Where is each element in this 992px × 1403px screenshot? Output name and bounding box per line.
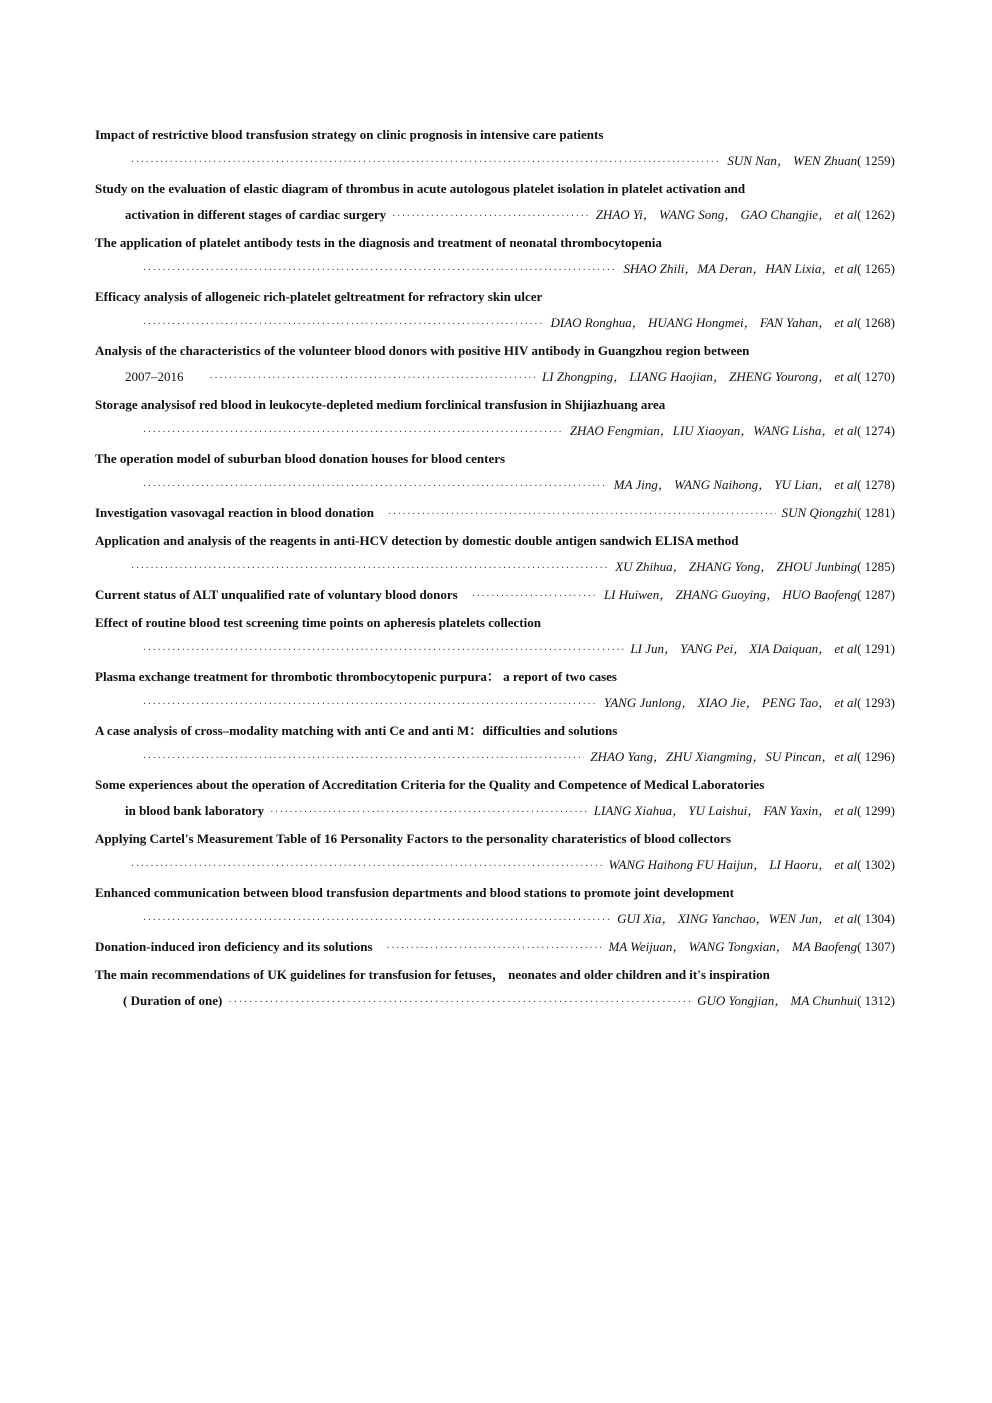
dot-leader xyxy=(392,204,590,230)
entry-title: Investigation vasovagal reaction in blood donation xyxy=(95,505,374,520)
entry-authors: YANG Junlong， XIAO Jie， PENG Tao， et al xyxy=(603,695,858,710)
entry-title: Application and analysis of the reagents in anti-HCV detection by domestic double antigen sandwich ELISA method xyxy=(95,533,739,548)
entry-page: ( 1268) xyxy=(857,315,895,330)
entry-authors: GUI Xia， XING Yanchao，WEN Jun， et al xyxy=(617,911,858,926)
dot-leader xyxy=(143,258,617,284)
toc-entry xyxy=(95,230,895,284)
toc-entry xyxy=(95,284,895,338)
dot-leader xyxy=(143,746,584,772)
entry-title: Impact of restrictive blood transfusion strategy on clinic prognosis in intensive care patients xyxy=(95,127,604,142)
entry-byline xyxy=(95,906,895,934)
entry-byline xyxy=(95,744,895,772)
entry-authors: ZHAO Yi， WANG Song， GAO Changjie， et al xyxy=(595,207,858,222)
entry-title: Current status of ALT unqualified rate of voluntary blood donors xyxy=(95,587,458,602)
entry-page: ( 1285) xyxy=(857,559,895,574)
entry-authors: MA Weijuan， WANG Tongxian， MA Baofeng xyxy=(608,939,858,954)
toc-entry xyxy=(95,528,895,582)
entry-title: Donation-induced iron deficiency and its solutions xyxy=(95,939,373,954)
entry-byline xyxy=(95,554,895,582)
dot-leader xyxy=(143,692,598,718)
entry-page: ( 1265) xyxy=(857,261,895,276)
entry-page: ( 1270) xyxy=(857,369,895,384)
entry-byline xyxy=(95,472,895,500)
entry-page: ( 1299) xyxy=(857,803,895,818)
entry-title: Storage analysisof red blood in leukocyte-depleted medium forclinical transfusion in Shijiazhuang area xyxy=(95,397,666,412)
entry-page: ( 1262) xyxy=(857,207,895,222)
entry-byline xyxy=(95,310,895,338)
toc-entry xyxy=(95,500,895,528)
entry-title: Analysis of the characteristics of the volunteer blood donors with positive HIV antibody in Guangzhou region between xyxy=(95,343,750,358)
entry-title: Applying Cartel's Measurement Table of 16 Personality Factors to the personality charateristics of blood collectors xyxy=(95,831,731,846)
entry-authors: LI Huiwen， ZHANG Guoying， HUO Baofeng xyxy=(603,587,858,602)
dot-leader xyxy=(143,312,544,338)
entry-title: A case analysis of cross–modality matching with anti Ce and anti M：difficulties and solutions xyxy=(95,723,618,738)
dot-leader xyxy=(210,366,537,392)
dot-leader xyxy=(143,638,624,664)
toc-entry xyxy=(95,718,895,772)
dot-leader xyxy=(143,420,564,446)
toc-entry xyxy=(95,664,895,718)
entry-authors: GUO Yongjian， MA Chunhui xyxy=(697,993,858,1008)
entry-line xyxy=(95,500,895,528)
dot-leader xyxy=(143,474,608,500)
toc-entry xyxy=(95,962,895,1015)
dot-leader xyxy=(270,800,588,826)
entry-line xyxy=(95,582,895,610)
entry-authors: DIAO Ronghua， HUANG Hongmei， FAN Yahan， et al xyxy=(550,315,858,330)
entry-title: Some experiences about the operation of Accreditation Criteria for the Quality and Competence of Medical Laboratories xyxy=(95,777,765,792)
entry-page: ( 1291) xyxy=(857,641,895,656)
dot-leader xyxy=(131,854,602,880)
toc-entry xyxy=(95,176,895,230)
entry-byline xyxy=(95,202,895,230)
entry-byline xyxy=(95,798,895,826)
entry-authors: LIANG Xiahua， YU Laishui， FAN Yaxin， et al xyxy=(593,803,858,818)
entry-byline xyxy=(95,690,895,718)
entry-title-continued: ( Duration of one) xyxy=(123,993,223,1008)
entry-title: The operation model of suburban blood donation houses for blood centers xyxy=(95,451,506,466)
dot-leader xyxy=(228,989,691,1015)
toc-entry xyxy=(95,934,895,962)
entry-title: Effect of routine blood test screening time points on apheresis platelets collection xyxy=(95,615,541,630)
entry-authors: SUN Qiongzhi xyxy=(781,505,858,520)
dot-leader xyxy=(472,584,598,610)
entry-authors: ZHAO Fengmian，LIU Xiaoyan，WANG Lisha，et al xyxy=(569,423,858,438)
entry-byline xyxy=(95,256,895,284)
entry-title-continued: 2007–2016 xyxy=(125,369,184,384)
entry-authors: XU Zhihua， ZHANG Yong， ZHOU Junbing xyxy=(615,559,858,574)
entry-page: ( 1302) xyxy=(857,857,895,872)
dot-leader xyxy=(131,556,609,582)
entry-title: Study on the evaluation of elastic diagram of thrombus in acute autologous platelet isolation in platelet activation and xyxy=(95,181,746,196)
dot-leader xyxy=(131,150,721,176)
entry-byline xyxy=(95,364,895,392)
dot-leader xyxy=(388,502,776,528)
entry-page: ( 1259) xyxy=(857,153,895,168)
entry-line xyxy=(95,934,895,962)
entry-page: ( 1307) xyxy=(857,939,895,954)
entry-title: Plasma exchange treatment for thrombotic thrombocytopenic purpura： a report of two cases xyxy=(95,669,617,684)
entry-title-continued: activation in different stages of cardiac surgery xyxy=(125,207,387,222)
entry-title: The main recommendations of UK guidelines for transfusion for fetuses， neonates and older children and it's inspiration xyxy=(95,967,770,982)
entry-byline xyxy=(95,148,895,176)
entry-page: ( 1296) xyxy=(857,749,895,764)
toc-entry xyxy=(95,772,895,826)
entry-byline xyxy=(95,418,895,446)
toc-entry xyxy=(95,338,895,392)
table-of-contents xyxy=(95,122,895,1015)
entry-page: ( 1274) xyxy=(857,423,895,438)
dot-leader xyxy=(143,908,611,934)
entry-title: The application of platelet antibody tests in the diagnosis and treatment of neonatal thrombocytopenia xyxy=(95,235,662,250)
toc-entry xyxy=(95,610,895,664)
dot-leader xyxy=(387,936,603,962)
entry-title: Enhanced communication between blood transfusion departments and blood stations to promote joint development xyxy=(95,885,734,900)
entry-title: Efficacy analysis of allogeneic rich-platelet geltreatment for refractory skin ulcer xyxy=(95,289,543,304)
toc-entry xyxy=(95,392,895,446)
entry-page: ( 1304) xyxy=(857,911,895,926)
toc-entry xyxy=(95,122,895,176)
entry-byline xyxy=(95,852,895,880)
entry-authors: ZHAO Yang，ZHU Xiangming，SU Pincan，et al xyxy=(590,749,858,764)
entry-page: ( 1287) xyxy=(857,587,895,602)
entry-byline xyxy=(95,636,895,664)
entry-title-continued: in blood bank laboratory xyxy=(125,803,265,818)
entry-authors: SHAO Zhili，MA Deran，HAN Lixia，et al xyxy=(623,261,858,276)
toc-entry xyxy=(95,826,895,880)
toc-entry xyxy=(95,582,895,610)
toc-entry xyxy=(95,446,895,500)
entry-page: ( 1281) xyxy=(857,505,895,520)
entry-authors: LI Zhongping， LIANG Haojian， ZHENG Yourong， et al xyxy=(542,369,858,384)
entry-authors: SUN Nan， WEN Zhuan xyxy=(727,153,858,168)
entry-authors: WANG Haihong FU Haijun， LI Haoru， et al xyxy=(608,857,858,872)
entry-authors: MA Jing， WANG Naihong， YU Lian， et al xyxy=(613,477,858,492)
entry-byline xyxy=(95,988,895,1015)
entry-page: ( 1293) xyxy=(857,695,895,710)
toc-entry xyxy=(95,880,895,934)
entry-page: ( 1312) xyxy=(857,993,895,1008)
entry-authors: LI Jun， YANG Pei， XIA Daiquan， et al xyxy=(630,641,858,656)
entry-page: ( 1278) xyxy=(857,477,895,492)
